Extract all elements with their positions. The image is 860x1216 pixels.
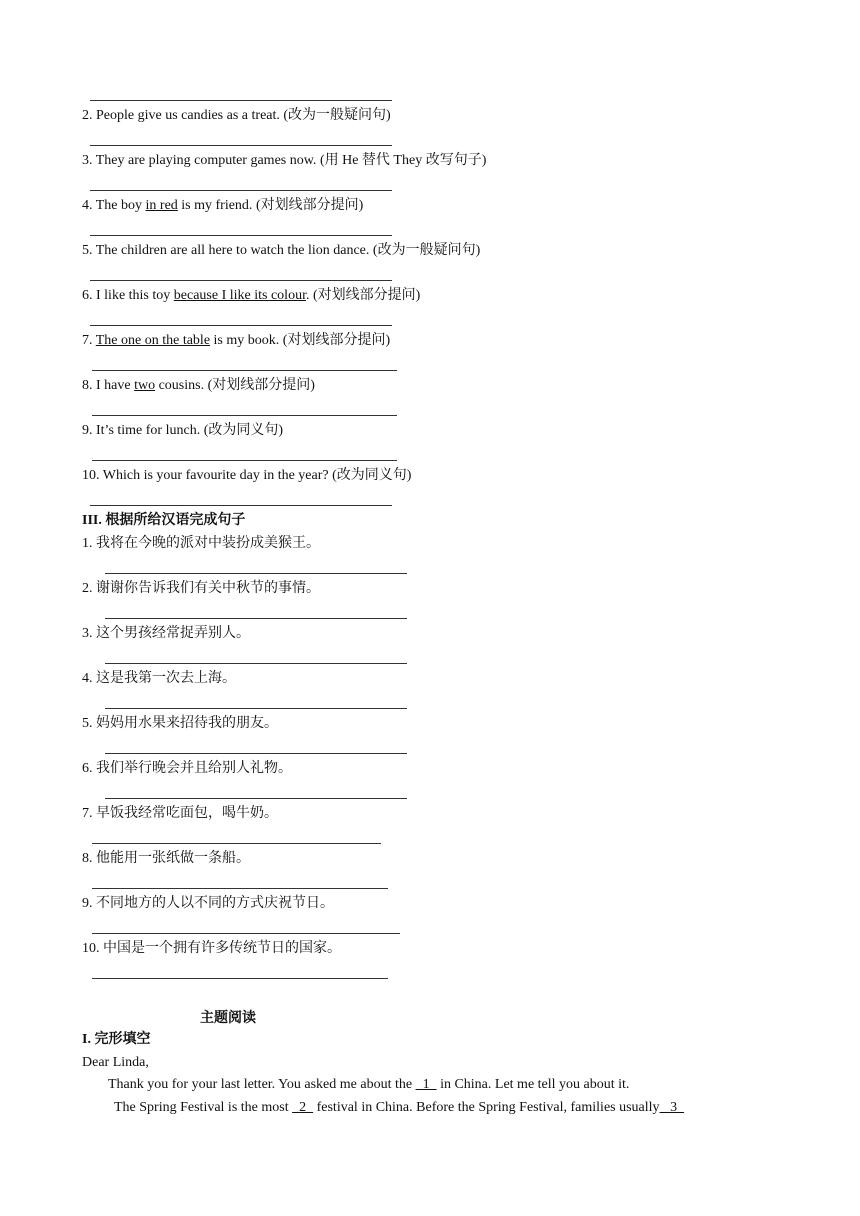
question-text: . bbox=[305, 288, 310, 303]
question-3 bbox=[82, 152, 486, 170]
question-text: They are playing computer games now. bbox=[95, 153, 317, 168]
question-6 bbox=[82, 287, 420, 305]
question-text: It’s time for lunch. bbox=[96, 423, 201, 438]
question-text: The boy bbox=[95, 198, 143, 213]
cloze-blank-2[interactable] bbox=[292, 1100, 313, 1115]
answer-line[interactable] bbox=[90, 145, 392, 146]
answer-line[interactable] bbox=[105, 798, 407, 799]
blank-number: 2 bbox=[299, 1100, 307, 1115]
question-text: Which is your favourite day in the year? bbox=[102, 468, 329, 483]
question-number: 6. bbox=[82, 288, 93, 303]
blank-number: 3 bbox=[670, 1100, 678, 1115]
translation-item: 2. 谢谢你告诉我们有关中秋节的事情。 bbox=[82, 581, 320, 596]
question-number: 4. bbox=[82, 198, 93, 213]
question-number: 7. bbox=[82, 333, 93, 348]
question-text: is my friend. bbox=[181, 198, 253, 213]
question-note: (改为同义句) bbox=[332, 468, 412, 483]
underlined-part: in red bbox=[145, 198, 178, 213]
question-text: I like this toy bbox=[96, 288, 171, 303]
blank-number: 1 bbox=[422, 1077, 430, 1092]
answer-line[interactable] bbox=[105, 618, 407, 619]
question-number: 5. bbox=[82, 243, 93, 258]
answer-line[interactable] bbox=[92, 843, 381, 844]
answer-line[interactable] bbox=[90, 235, 392, 236]
answer-line[interactable] bbox=[105, 573, 407, 574]
underlined-part: The one on the table bbox=[95, 333, 211, 348]
cloze-blank-1[interactable] bbox=[416, 1077, 437, 1092]
answer-line[interactable] bbox=[90, 505, 392, 506]
answer-line[interactable] bbox=[90, 280, 392, 281]
section-heading: III. 根据所给汉语完成句子 bbox=[82, 513, 246, 528]
question-9 bbox=[82, 422, 283, 440]
answer-line[interactable] bbox=[92, 978, 388, 979]
question-text: cousins. bbox=[158, 378, 205, 393]
question-number: 3. bbox=[82, 153, 93, 168]
translation-item: 7. 早饭我经常吃面包，喝牛奶。 bbox=[82, 806, 278, 821]
question-note: (改为同义句) bbox=[203, 423, 284, 438]
answer-line[interactable] bbox=[92, 415, 397, 416]
question-note: (改为一般疑问句) bbox=[372, 243, 481, 258]
answer-line[interactable] bbox=[105, 708, 407, 709]
answer-line[interactable] bbox=[105, 753, 407, 754]
translation-item: 5. 妈妈用水果来招待我的朋友。 bbox=[82, 716, 278, 731]
letter-greeting: Dear Linda, bbox=[82, 1055, 149, 1070]
translation-item: 10. 中国是一个拥有许多传统节日的国家。 bbox=[82, 941, 341, 956]
answer-line[interactable] bbox=[92, 370, 397, 371]
cloze-heading: I. 完形填空 bbox=[82, 1032, 151, 1047]
question-note: (对划线部分提问) bbox=[312, 288, 421, 303]
question-note: (对划线部分提问) bbox=[255, 198, 364, 213]
cloze-blank-3[interactable] bbox=[660, 1100, 685, 1115]
question-text: is my book. bbox=[213, 333, 280, 348]
question-text: I have bbox=[96, 378, 131, 393]
question-number: 9. bbox=[82, 423, 93, 438]
answer-line[interactable] bbox=[90, 325, 392, 326]
cloze-paragraph-2 bbox=[114, 1099, 684, 1117]
question-4 bbox=[82, 197, 363, 215]
question-number: 10. bbox=[82, 468, 100, 483]
question-text: People give us candies as a treat. bbox=[96, 108, 280, 123]
translation-item: 9. 不同地方的人以不同的方式庆祝节日。 bbox=[82, 896, 334, 911]
paragraph-text: in China. Let me tell you about it. bbox=[440, 1077, 630, 1092]
question-note: (用 He 替代 They 改写句子) bbox=[319, 153, 487, 168]
paragraph-text: festival in China. Before the Spring Festival, families usually bbox=[316, 1100, 660, 1115]
question-2 bbox=[82, 107, 391, 125]
underlined-part: two bbox=[134, 378, 156, 393]
translation-item: 4. 这是我第一次去上海。 bbox=[82, 671, 236, 686]
paragraph-text: Thank you for your last letter. You asked me about the bbox=[108, 1077, 413, 1092]
question-8 bbox=[82, 377, 315, 395]
cloze-paragraph-1 bbox=[108, 1076, 629, 1094]
question-note: (对划线部分提问) bbox=[282, 333, 391, 348]
underlined-part: because I like its colour bbox=[173, 288, 306, 303]
question-note: (对划线部分提问) bbox=[207, 378, 315, 393]
question-10 bbox=[82, 467, 411, 485]
translation-item: 8. 他能用一张纸做一条船。 bbox=[82, 851, 250, 866]
question-number: 8. bbox=[82, 378, 93, 393]
answer-line[interactable] bbox=[92, 933, 400, 934]
question-note: (改为一般疑问句) bbox=[283, 108, 391, 123]
answer-line[interactable] bbox=[90, 100, 392, 101]
question-7 bbox=[82, 332, 390, 350]
answer-line[interactable] bbox=[90, 190, 392, 191]
question-number: 2. bbox=[82, 108, 93, 123]
question-text: The children are all here to watch the lion dance. bbox=[95, 243, 370, 258]
answer-line[interactable] bbox=[92, 460, 397, 461]
paragraph-text: The Spring Festival is the most bbox=[114, 1100, 289, 1115]
translation-item: 1. 我将在今晚的派对中装扮成美猴王。 bbox=[82, 536, 320, 551]
translation-item: 3. 这个男孩经常捉弄别人。 bbox=[82, 626, 250, 641]
answer-line[interactable] bbox=[92, 888, 388, 889]
question-5 bbox=[82, 242, 480, 260]
translation-item: 6. 我们举行晚会并且给别人礼物。 bbox=[82, 761, 292, 776]
answer-line[interactable] bbox=[105, 663, 407, 664]
reading-title: 主题阅读 bbox=[200, 1011, 256, 1026]
